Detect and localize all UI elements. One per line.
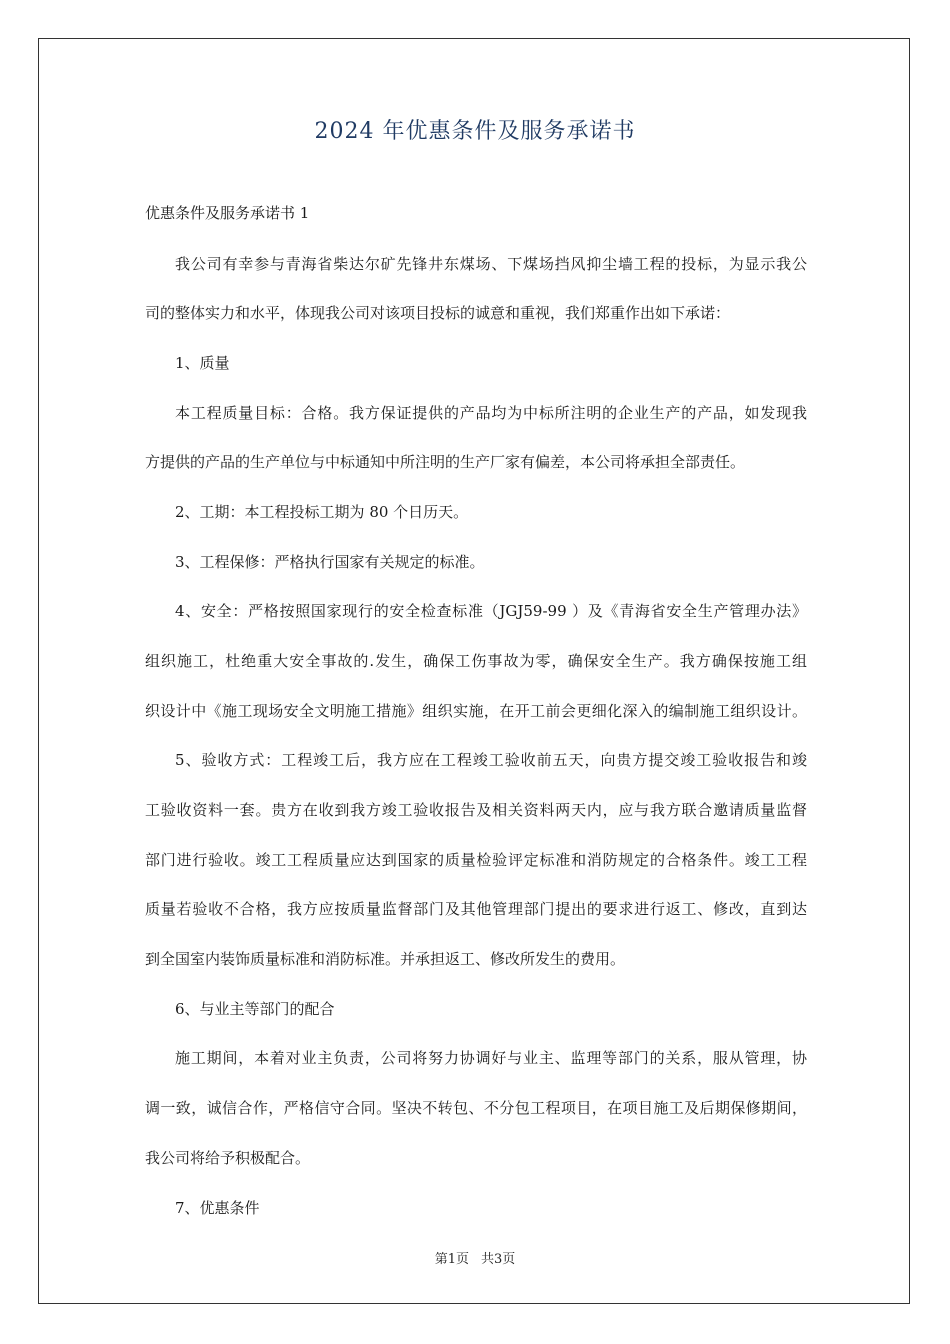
paragraph-line: 到全国室内装饰质量标准和消防标准。并承担返工、修改所发生的费用。 [145,950,626,968]
item-heading: 1、质量 [175,354,230,372]
paragraph-line: 我公司有幸参与青海省柴达尔矿先锋井东煤场、下煤场挡风抑尘墙工程的投标，为显示我公 [175,255,807,273]
document-title: 2024 年优惠条件及服务承诺书 [314,119,636,144]
paragraph-line: 我公司将给予积极配合。 [145,1149,311,1167]
page-footer [0,1248,950,1267]
paragraph-line: 施工期间，本着对业主负责，公司将努力协调好与业主、监理等部门的关系，服从管理，协 [175,1049,807,1067]
paragraph-line: 方提供的产品的生产单位与中标通知中所注明的生产厂家有偏差，本公司将承担全部责任。 [145,453,746,471]
paragraph-line: 司的整体实力和水平，体现我公司对该项目投标的诚意和重视，我们郑重作出如下承诺： [145,304,731,322]
page-number: 第1页 [434,1252,469,1267]
paragraph-line: 部门进行验收。竣工工程质量应达到国家的质量检验评定标准和消防规定的合格条件。竣工工程 [145,851,807,869]
paragraph-line: 调一致，诚信合作，严格信守合同。坚决不转包、不分包工程项目，在项目施工及后期保修期间， [145,1099,807,1117]
item-heading: 6、与业主等部门的配合 [175,1000,335,1018]
paragraph-line: 4、安全：严格按照国家现行的安全检查标准（JGJ59-99 ）及《青海省安全生产管理办法》 [175,602,807,620]
item-heading: 7、优惠条件 [175,1199,260,1217]
section-heading: 优惠条件及服务承诺书 1 [145,204,310,222]
page-total: 共3页 [481,1252,516,1267]
item-heading: 3、工程保修：严格执行国家有关规定的标准。 [175,553,485,571]
paragraph-line: 织设计中《施工现场安全文明施工措施》组织实施，在开工前会更细化深入的编制施工组织设计。 [145,702,807,720]
paragraph-line: 本工程质量目标：合格。我方保证提供的产品均为中标所注明的企业生产的产品，如发现我 [175,404,807,422]
paragraph-line: 工验收资料一套。贵方在收到我方竣工验收报告及相关资料两天内，应与我方联合邀请质量监督 [145,801,807,819]
paragraph-line: 质量若验收不合格，我方应按质量监督部门及其他管理部门提出的要求进行返工、修改，直到达 [145,900,807,918]
item-heading: 2、工期：本工程投标工期为 80 个日历天。 [175,503,469,521]
paragraph-line: 组织施工，杜绝重大安全事故的.发生，确保工伤事故为零，确保安全生产。我方确保按施工组 [145,652,807,670]
paragraph-line: 5、验收方式：工程竣工后，我方应在工程竣工验收前五天，向贵方提交竣工验收报告和竣 [175,751,807,769]
